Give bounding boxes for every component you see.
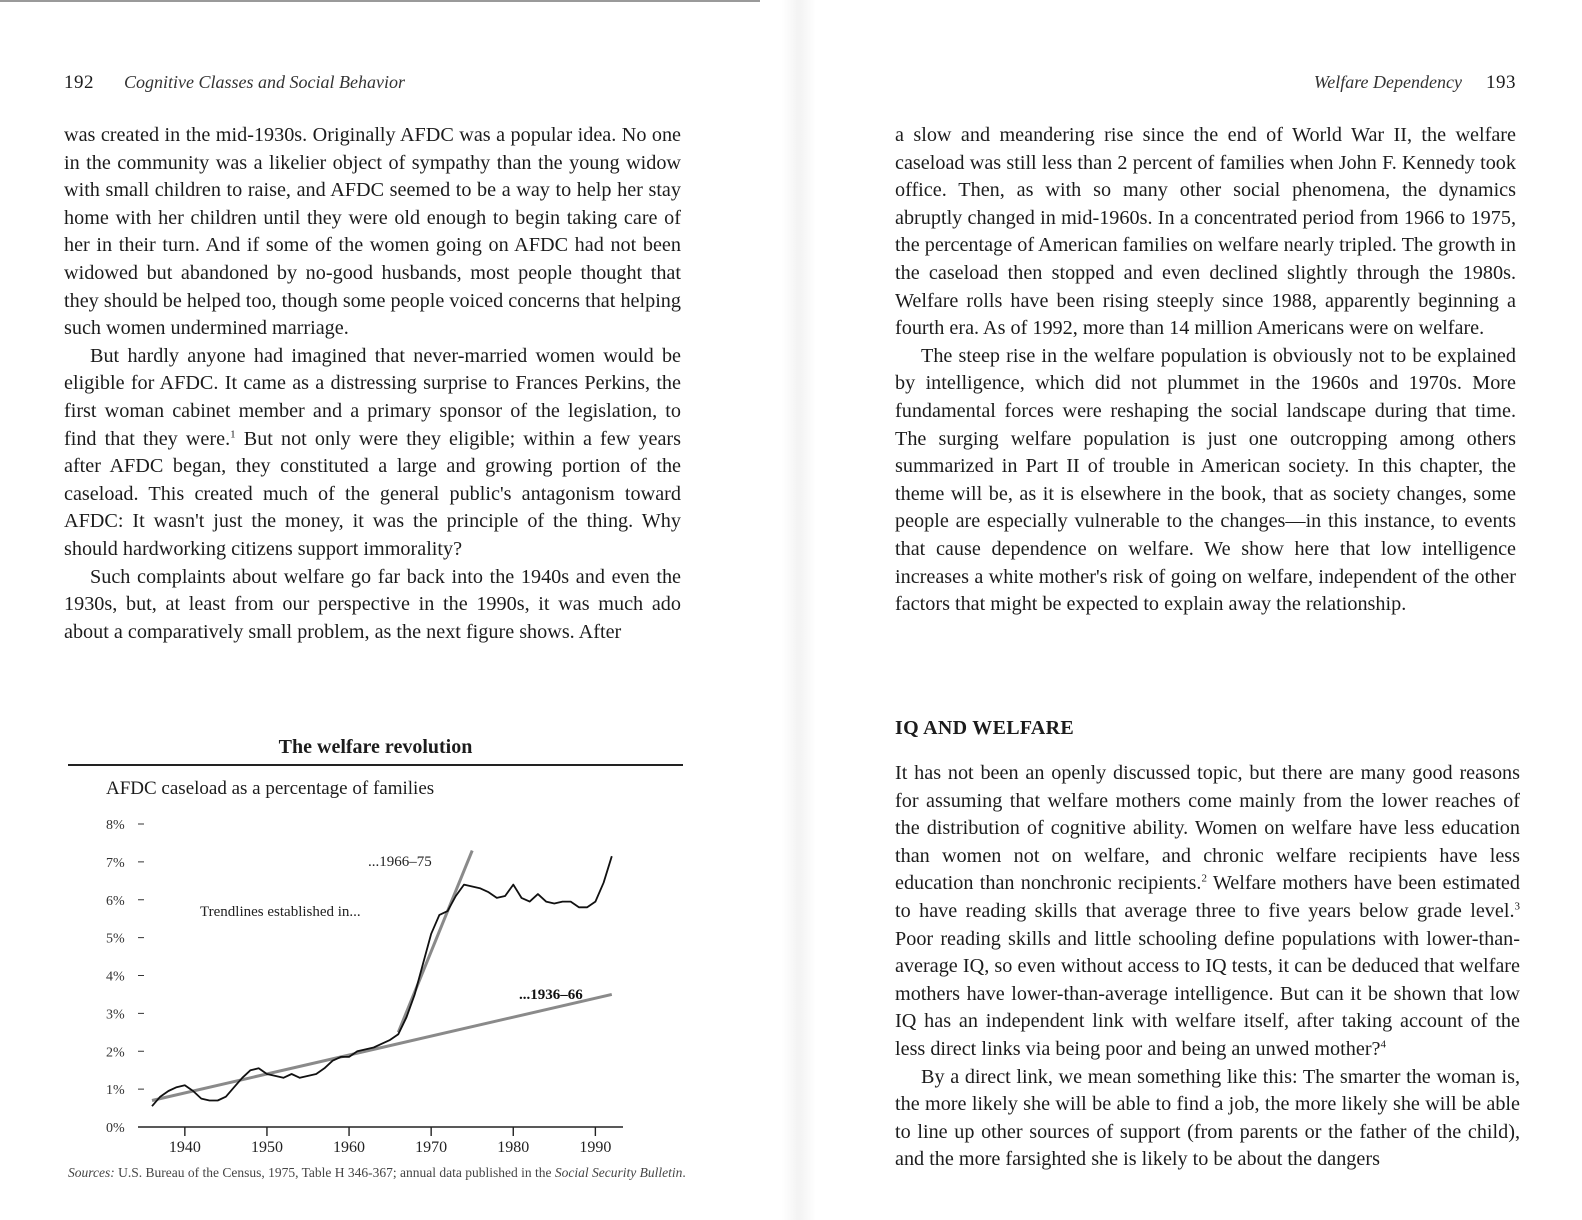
trendline-1966-75 bbox=[398, 851, 472, 1033]
annotation-trendlines: Trendlines established in... bbox=[200, 904, 361, 920]
right-running-title: Welfare Dependency bbox=[1313, 72, 1462, 92]
source-journal: Social Security Bulletin bbox=[554, 1165, 683, 1180]
annotation-1966-75: ...1966–75 bbox=[368, 854, 432, 870]
right-body-text bbox=[895, 122, 1516, 619]
figure-subtitle: AFDC caseload as a percentage of families bbox=[106, 778, 435, 799]
left-page-number: 192 bbox=[64, 72, 94, 93]
paragraph bbox=[895, 760, 1520, 1064]
scan-edge-line bbox=[0, 0, 760, 2]
footnote-ref: 1 bbox=[230, 427, 236, 440]
footnote-ref: 2 bbox=[1201, 872, 1207, 885]
right-section-text bbox=[895, 760, 1520, 1174]
figure-welfare-revolution bbox=[68, 736, 686, 1206]
paragraph: The steep rise in the welfare population is obviously not to be explained by intelligence, which did not plummet in the 1960s and 1970s. More fundamental forces were reshaping the social landscape during that time. The surging welfare population is just one outcropping among others summarized in Part II of trouble in American society. In this chapter, the theme will be, as it is elsewhere in the book, that as society changes, some people are especially vulnerable to the changes—in this instance, to events that cause dependence on welfare. We show here that low intelligence increases a white mother's risk of going on welfare, independent of the other factors that might be expected to explain away the relationship. bbox=[895, 344, 1516, 616]
paragraph-text: Welfare mothers have been estimated to have reading skills that average three to five years below grade level. bbox=[895, 872, 1520, 922]
source-label: Sources: bbox=[68, 1165, 115, 1180]
figure-title: The welfare revolution bbox=[278, 736, 473, 758]
y-tick-label: 2% bbox=[106, 1045, 125, 1061]
source-end: . bbox=[682, 1165, 686, 1180]
right-page-number: 193 bbox=[1486, 72, 1516, 93]
paragraph-text: Poor reading skills and little schooling define populations with lower-than-average IQ, so even without access to IQ tests, it can be deduced that welfare mothers have lower-than-average intelligence. But can it be shown that low IQ has an independent link with welfare itself, after taking account of the less direct links via being poor and being an unwed mother? bbox=[895, 927, 1520, 1060]
x-tick-label: 1990 bbox=[579, 1139, 612, 1156]
paragraph bbox=[64, 343, 681, 564]
line-chart bbox=[68, 736, 683, 1162]
y-tick-label: 4% bbox=[106, 969, 125, 985]
annotation-1936-66: ...1936–66 bbox=[519, 987, 583, 1003]
paragraph: a slow and meandering rise since the end of World War II, the welfare caseload was still less than 2 percent of families when John F. Kennedy took office. Then, as with so many other social phenomena, the dynamics abruptly changed in mid-1960s. In a concentrated period from 1966 to 1975, the percentage of American families on welfare nearly tripled. The growth in the caseload then stopped and even declined slightly through the 1980s. Welfare rolls have been rising steeply since 1988, apparently beginning a fourth era. As of 1992, more than 14 million Americans were on welfare. bbox=[895, 124, 1516, 340]
paragraph-text: It has not been an openly discussed topic, but there are many good reasons for assuming that welfare mothers come mainly from the lower reaches of the distribution of cognitive ability. Women on welfare have less education than women not on welfare, and chronic welfare recipients have less education than nonchronic recipients. bbox=[895, 762, 1520, 895]
left-running-head bbox=[64, 72, 405, 94]
x-tick-label: 1960 bbox=[333, 1139, 366, 1156]
x-tick-label: 1950 bbox=[250, 1139, 283, 1156]
footnote-ref: 4 bbox=[1380, 1038, 1386, 1051]
y-tick-label: 5% bbox=[106, 931, 125, 947]
y-tick-label: 0% bbox=[106, 1121, 125, 1136]
y-tick-label: 8% bbox=[106, 818, 125, 833]
right-running-head bbox=[1314, 72, 1516, 94]
y-tick-label: 7% bbox=[106, 855, 125, 871]
paragraph: Such complaints about welfare go far back into the 1940s and even the 1930s, but, at least from our perspective in the 1990s, it was much ado about a comparatively small problem, as the next figure shows. After bbox=[64, 565, 681, 643]
x-tick-label: 1940 bbox=[168, 1139, 201, 1156]
paragraph-text: But not only were they eligible; within a few years after AFDC began, they constituted a large and growing portion of the caseload. This created much of the general public's antagonism toward AFDC: It wasn't just the money, it was the principle of the thing. Why should hardworking citizens support immorality? bbox=[64, 427, 682, 560]
source-text: U.S. Bureau of the Census, 1975, Table H 346-367; annual data published in the bbox=[114, 1165, 555, 1180]
left-running-title: Cognitive Classes and Social Behavior bbox=[124, 72, 405, 92]
trendline-1936-66 bbox=[152, 994, 612, 1100]
y-tick-label: 1% bbox=[106, 1083, 125, 1099]
paragraph: was created in the mid-1930s. Originally AFDC was a popular idea. No one in the community was a likelier object of sympathy than the young widow with small children to raise, and AFDC seemed to be a way to help her stay home with her children until they were old enough to begin taking care of her in their turn. And if some of the women going on AFDC had not been widowed but abandoned by no-good husbands, most people thought that they should be helped too, though some people voiced concerns that helping such women undermined marriage. bbox=[64, 124, 681, 340]
paragraph-text: But hardly anyone had imagined that never-married women would be eligible for AFDC. It came as a distressing surprise to Frances Perkins, the first woman cabinet member and a primary sponsor of the legislation, to find that they were. bbox=[64, 344, 681, 450]
caseload-line bbox=[152, 856, 612, 1106]
footnote-ref: 3 bbox=[1514, 900, 1520, 913]
x-tick-label: 1970 bbox=[415, 1139, 448, 1156]
left-body-text bbox=[64, 122, 681, 646]
book-gutter bbox=[782, 0, 816, 1220]
y-tick-label: 3% bbox=[106, 1007, 125, 1023]
section-heading: IQ AND WELFARE bbox=[895, 717, 1075, 739]
x-tick-label: 1980 bbox=[497, 1139, 530, 1156]
y-tick-label: 6% bbox=[106, 893, 125, 909]
paragraph: By a direct link, we mean something like this: The smarter the woman is, the more likely she will be able to find a job, the more likely she will be able to line up other sources of support (from parents or the father of the child), and the more farsighted she is likely to be about the dangers bbox=[895, 1065, 1520, 1171]
figure-source bbox=[68, 1164, 693, 1182]
